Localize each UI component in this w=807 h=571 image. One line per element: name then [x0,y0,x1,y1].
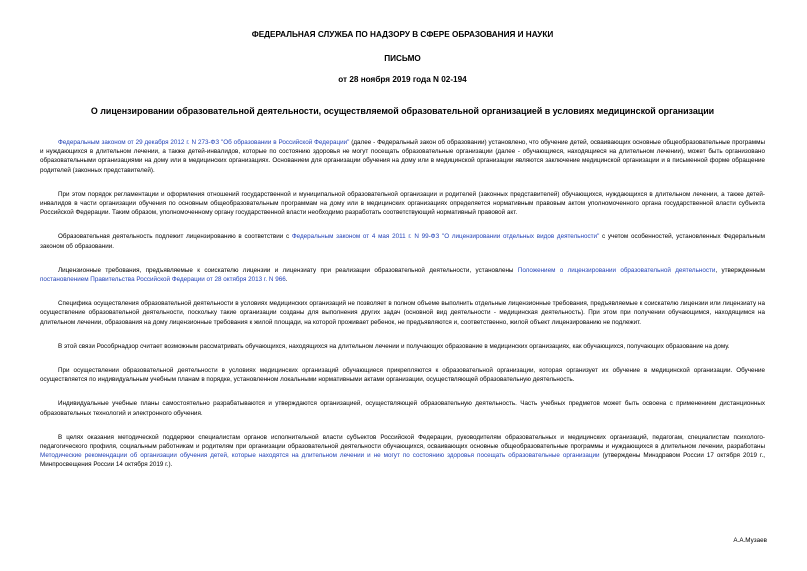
paragraph-text: Образовательная деятельность подлежит лицензированию в соответствии с [58,233,292,241]
paragraph-text: Лицензионные требования, предъявляемые к соискателю лицензии и лицензиату при реализации образовательной деятельности, установлены [58,266,518,274]
paragraph-2 [40,190,765,218]
link-licensing-regulation[interactable]: Положением о лицензировании образовательной деятельности [517,266,716,274]
paragraph-text: В этой связи Рособрнадзор считает возможным рассматривать обучающихся, находящихся на длительном лечении и получающих образование в медицинских организациях, как обучающихся, получающих образование на дому. [58,342,730,350]
signature: А.А.Музаев [733,537,767,544]
paragraph-9 [40,433,765,470]
paragraph-7 [40,366,765,384]
document-type: ПИСЬМО [384,54,421,63]
paragraph-8 [40,399,765,417]
paragraph-6 [40,342,765,351]
link-methodological-recommendations[interactable]: Методические рекомендации об организации обучения детей, которые находятся на длительном лечении и не могут по состоянию здоровья посещать образовательные организации [40,452,600,460]
paragraph-1 [40,138,765,175]
paragraph-4 [40,266,765,284]
paragraph-text: (утверждены Минздравом России 17 октября 2019 г., Минпросвещения России 14 октября 2019 г.). [40,452,766,469]
paragraph-text: В целях оказания методической поддержки специалистам органов исполнительной власти субъектов Российской Федерации, руководителям образовательных и медицинских организаций, педагогам, специалистам психолого-педагогического профиля, социальным работникам и родителям при организации образовательной деятельности обучающихся, осваивающих основные общеобразовательные программы и нуждающихся в длительном лечении, разработаны [40,433,765,451]
paragraph-3 [40,232,765,250]
paragraph-text: При осуществлении образовательной деятельности в условиях медицинских организаций обучающиеся прикрепляются к образовательной организации, которая организует их обучение в медицинской организации. Обучение осуществляется по индивидуальным учебным планам в порядке, установленном локальными нормативными актами организации, осуществляющей образовательную деятельность. [40,367,765,384]
document-date-number: от 28 ноября 2019 года N 02-194 [338,75,467,84]
paragraph-text: Специфика осуществления образовательной деятельности в условиях медицинских организаций не позволяет в полном объеме выполнить отдельные лицензионные требования, предъявляемые к соискателю лицензии или лицензиату на осуществление образовательной деятельности, поскольку такие организации созданы для выполнения других задач (основной вид деятельности - медицинская деятельность). При этом при получении обучающимся, находящимся на длительном лечении, образования на дому лицензионные требования к жилой площади, на которой проживает ребенок, не предъявляются и, соответственно, жилой объект лицензированию не подлежит. [40,300,765,326]
paragraph-text: (далее - Федеральный закон об образовании) установлено, что обучение детей, осваивающих основные общеобразовательные программы и нуждающихся в длительном лечении, а также детей-инвалидов, которые по состоянию здоровья не могут посещать образовательные организации (далее - обучающиеся, находящиеся на длительном лечении), может быть организовано образовательными организациями на дому или в медицинских организациях. Основанием для организации обучения на дому или в медицинской организации являются заключение медицинской организации и в письменной форме обращение родителей (законных представителей). [40,139,765,174]
paragraph-text: Индивидуальные учебные планы самостоятельно разрабатываются и утверждаются организацией, осуществляющей образовательную деятельность. Часть учебных предметов может быть освоена с применением дистанционных образовательных технологий и электронного обучения. [40,400,765,417]
link-government-decree-966[interactable]: постановлением Правительства Российской Федерации от 28 октября 2013 г. N 966 [40,276,286,284]
link-federal-law-99[interactable]: Федеральным законом от 4 мая 2011 г. N 99-ФЗ "О лицензировании отдельных видов деятельности" [291,233,600,241]
paragraph-5 [40,299,765,327]
document-body [40,138,765,470]
paragraph-text: с учетом особенностей, установленных Федеральным законом об образовании. [40,233,766,250]
paragraph-text: При этом порядок регламентации и оформления отношений государственной и муниципальной образовательной организации и родителей (законных представителей) обучающихся, нуждающихся в длительном лечении, а также детей-инвалидов в части организации обучения по основным общеобразовательным программам на дому или в медицинских организациях определяется нормативным правовым актом уполномоченного органа государственной власти субъекта Российской Федерации. Таким образом, уполномоченному органу государственной власти необходимо разработать соответствующий нормативный правовой акт. [40,190,765,217]
issuing-organization: ФЕДЕРАЛЬНАЯ СЛУЖБА ПО НАДЗОРУ В СФЕРЕ ОБРАЗОВАНИЯ И НАУКИ [251,30,554,39]
paragraph-text: . [285,276,288,284]
paragraph-text: , утвержденным [715,266,766,274]
document-subject: О лицензировании образовательной деятельности, осуществляемой образовательной организацией в условиях медицинской организации [90,106,715,116]
link-federal-law-273[interactable]: Федеральным законом от 29 декабря 2012 г. N 273-ФЗ "Об образовании в Российской Федерации" [58,139,350,146]
